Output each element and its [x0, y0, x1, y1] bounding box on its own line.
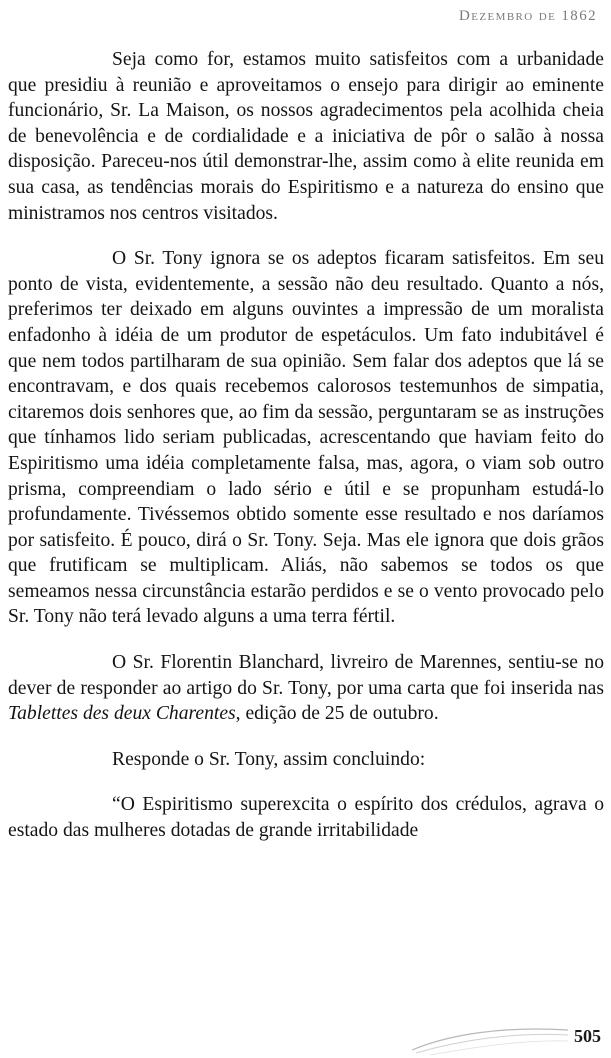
paragraph-3-text-before: O Sr. Florentin Blanchard, livreiro de Marennes, sentiu-se no dever de responder ao artigo do Sr. Tony, por uma carta que foi inserida nas	[8, 652, 604, 699]
paragraph-3	[8, 650, 604, 727]
paragraph-4: Responde o Sr. Tony, assim concluindo:	[112, 748, 426, 770]
page-corner-ornament	[410, 1020, 570, 1056]
paragraph-2: O Sr. Tony ignora se os adeptos ficaram satisfeitos. Em seu ponto de vista, evidentemente, a sessão não deu resultado. Quanto a nós, preferimos ter deixado em alguns ouvintes a impressão de um moralista enfadonho à idéia de um produtor de espetáculos. Um fato indubitável é que nem todos partilharam de sua opinião. Sem falar dos adeptos que lá se encontravam, e dos quais recebemos calorosos testemunhos de simpatia, citaremos dois senhores que, ao fim da sessão, perguntaram se as instruções que tínhamos lido seriam publicadas, acrescentando que haviam feito do Espiritismo uma idéia completamente falsa, mas, agora, o viam sob outro prisma, compreendiam o lado sério e útil e se propunham estudá-lo profundamente. Tivéssemos obtido somente esse resultado e nos daríamos por satisfeito. É pouco, dirá o Sr. Tony. Seja. Mas ele ignora que dois grãos que frutificam se multiplicam. Aliás, não sabemos se todos os que semeamos nessa circunstância estarão perdidos e se o vento provocado pelo Sr. Tony não terá levado alguns a uma terra fértil.	[8, 248, 604, 628]
paragraph-5: “O Espiritismo superexcita o espírito dos crédulos, agrava o estado das mulheres dotadas de grande irritabilidade	[8, 794, 604, 842]
running-head: Dezembro de 1862	[459, 8, 597, 24]
page-number: 505	[574, 1026, 601, 1046]
paragraph-1: Seja como for, estamos muito satisfeitos com a urbanidade que presidiu à reunião e aproveitamos o ensejo para dirigir ao eminente funcionário, Sr. La Maison, os nossos agradecimentos pela acolhida cheia de benevolência e de cordialidade e a iniciativa de pôr o salão à nossa disposição. Pareceu-nos útil demonstrar-lhe, assim como à elite reunida em sua casa, as tendências morais do Espiritismo e a natureza do ensino que ministramos nos centros visitados.	[8, 49, 604, 224]
newspaper-title: Tablettes des deux Charentes	[8, 703, 236, 725]
body-text	[8, 47, 604, 844]
paragraph-3-text-after: , edição de 25 de outubro.	[235, 703, 439, 725]
